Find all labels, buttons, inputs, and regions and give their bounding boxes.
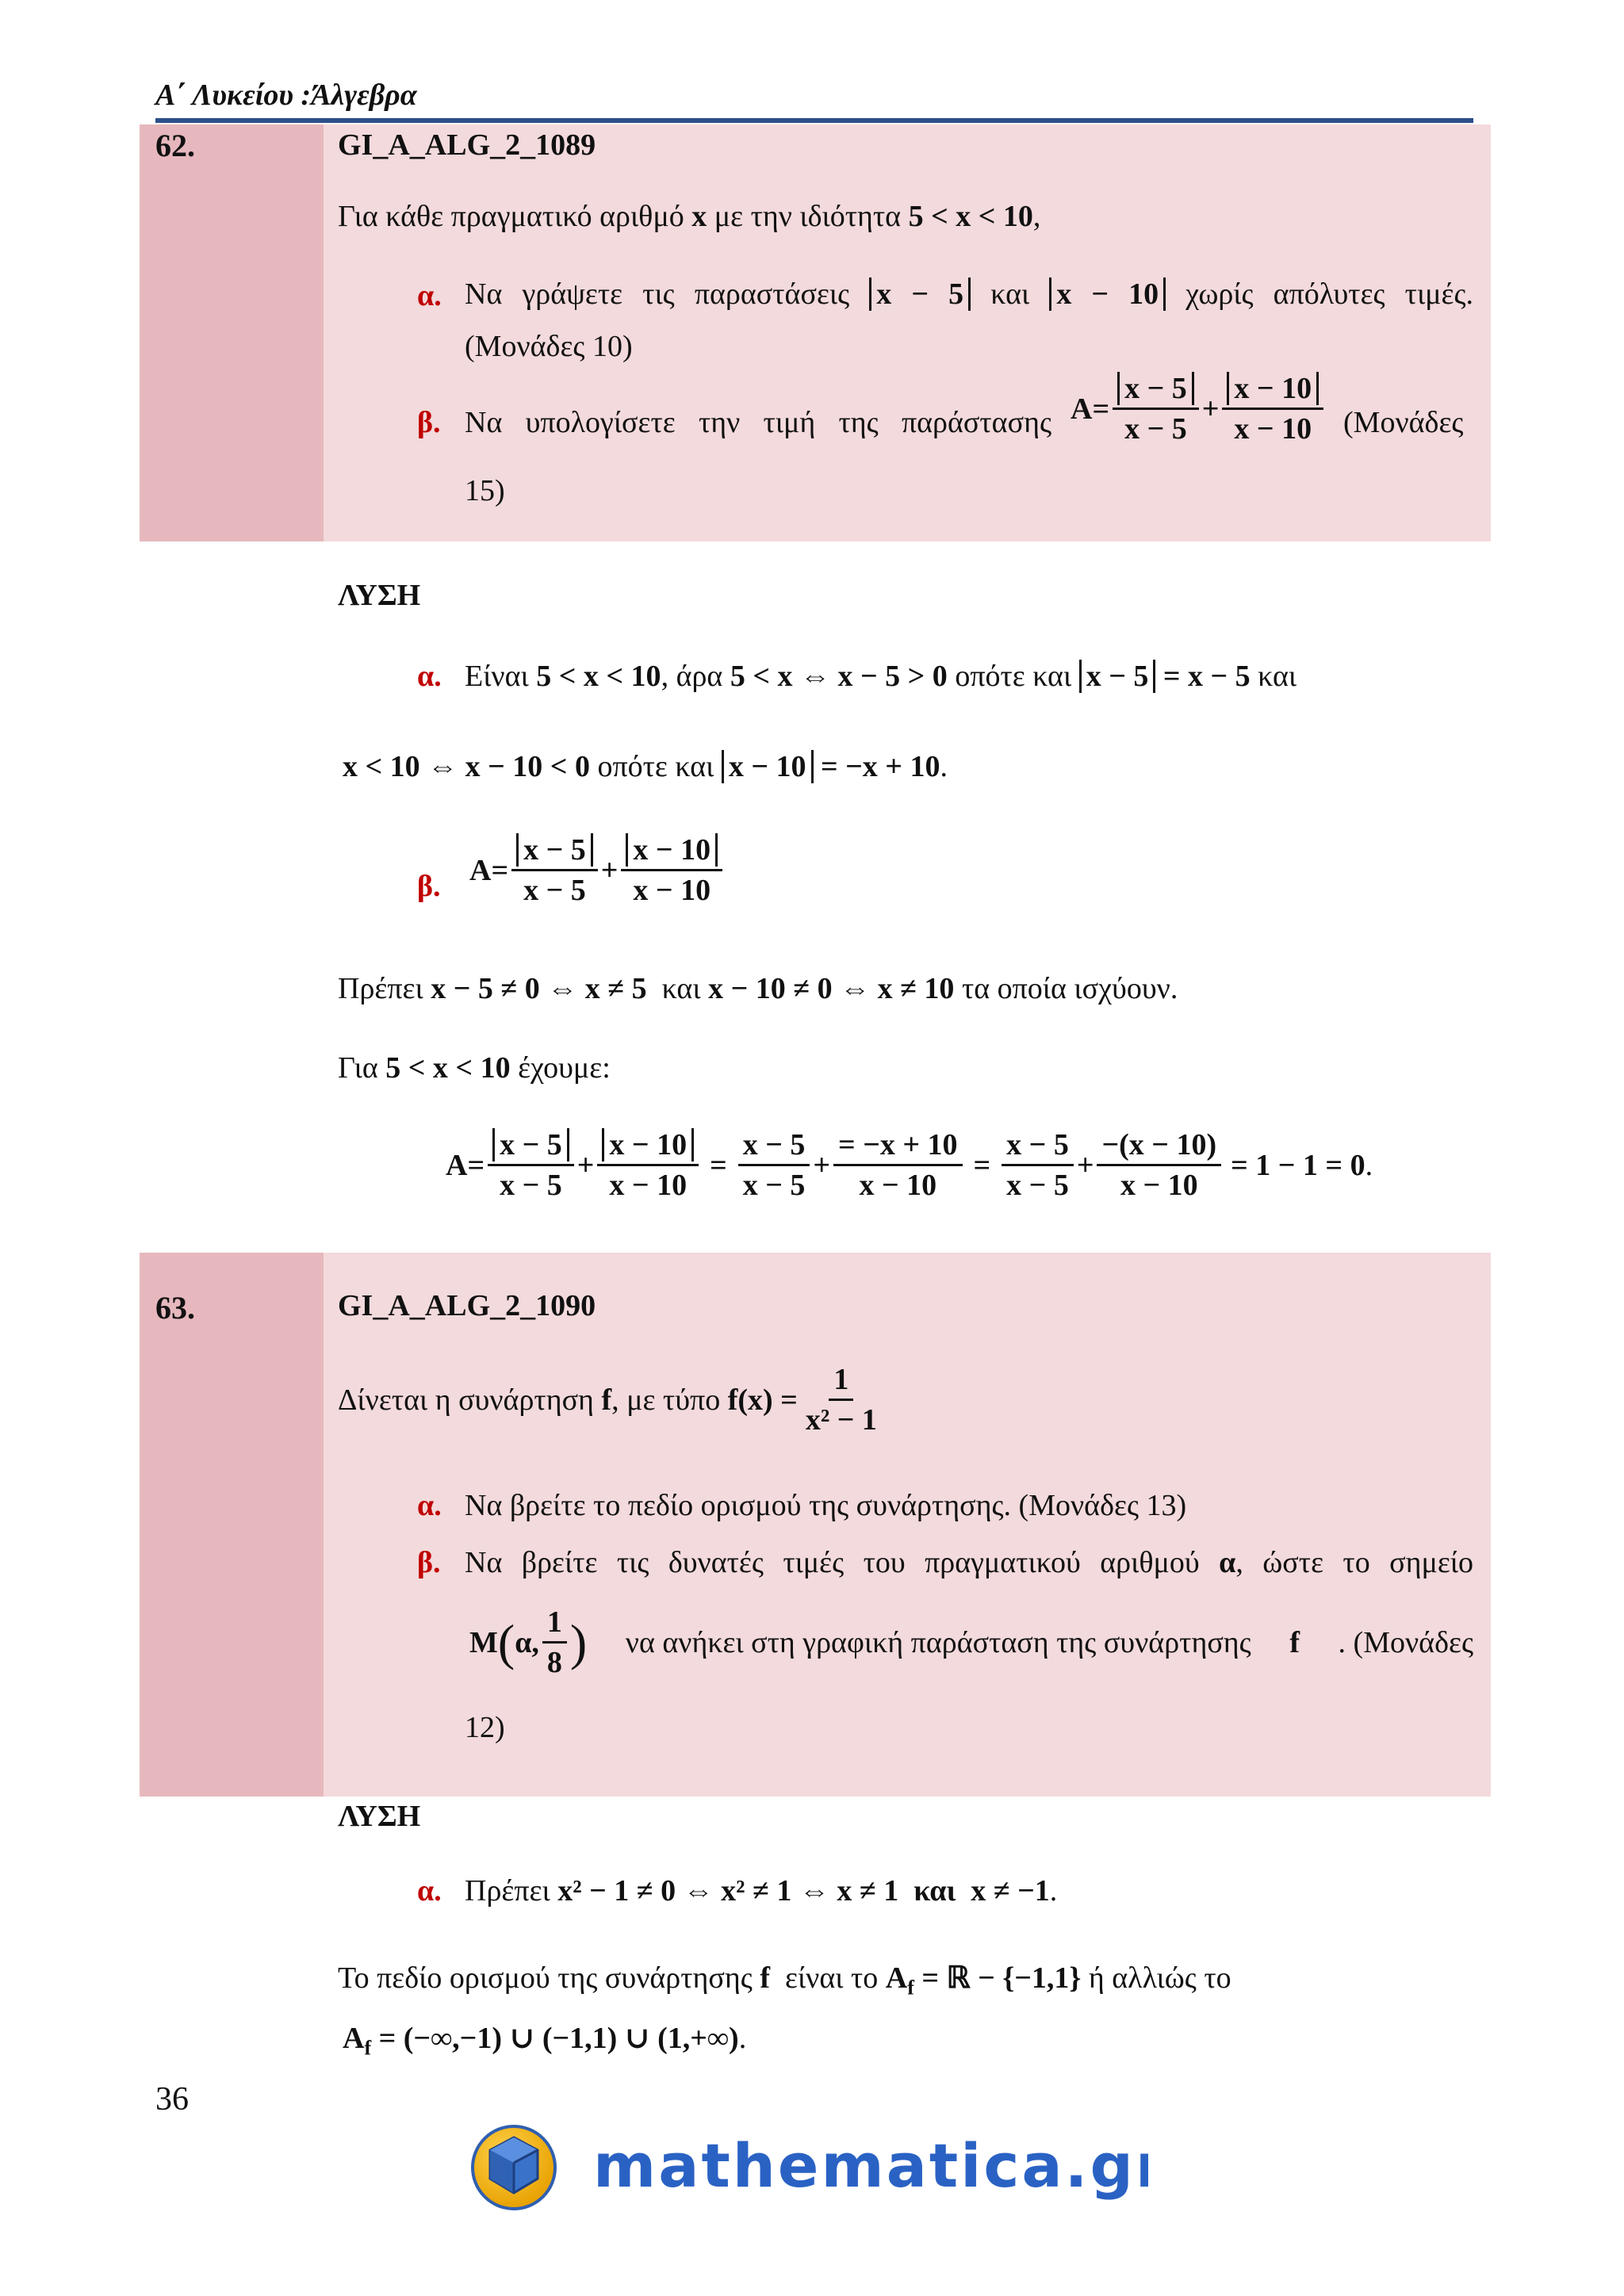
q62-calc-frac2-den: x − 10 (609, 1168, 688, 1202)
q63-sa-label: α. (417, 1874, 442, 1908)
q62-calc-frac1-den: x − 5 (500, 1168, 562, 1202)
q63-b-point-frac (542, 1606, 567, 1680)
q63-domain-line2 (343, 2020, 746, 2061)
q62-calculation (446, 1129, 1373, 1203)
q62-calc-frac4-den: x − 10 (859, 1168, 937, 1202)
q62-b-frac2-den: x − 10 (1234, 411, 1312, 446)
q63-dom2-end: . (738, 2022, 747, 2055)
q62-calc-plus1: + (576, 1148, 595, 1182)
polyhedron-icon (473, 2126, 555, 2209)
q62-for-cond: 5 < x < 10 (385, 1051, 511, 1085)
header-title: Α΄ Λυκείου :Άλγεβρα (155, 78, 417, 112)
q62-calc-plus2: + (813, 1148, 831, 1182)
q62-conditions (338, 970, 1178, 1008)
q62-sb-frac1-den: x − 5 (523, 873, 586, 907)
q63-b-text2: , ώστε το σημείο (1235, 1546, 1474, 1579)
q62-calc-frac6-num: x − 10 (1128, 1128, 1207, 1161)
q62-sa-line2-abs: x − 10 (722, 750, 814, 783)
q63-b-f: f (1289, 1625, 1300, 1659)
q62-for (338, 1050, 611, 1088)
q62-sb-expr (469, 834, 726, 908)
q63-intro-num: 1 (829, 1364, 853, 1401)
q62-sb-frac2 (621, 834, 722, 908)
q63-sa-1: Πρέπει (465, 1874, 550, 1908)
q62-sa-line2 (343, 748, 948, 786)
q63-dom2-A (343, 2022, 372, 2060)
q62-cond-eq2: x − 10 ≠ 0 ⇔ x ≠ 10 (708, 972, 955, 1005)
q62-b-frac1-den: x − 5 (1124, 411, 1187, 446)
q63-number: 63. (155, 1290, 195, 1326)
q62-intro-mid: με την ιδιότητα (714, 200, 902, 233)
q62-sa-2: , άρα (661, 660, 723, 693)
q63-sa-eq2: x ≠ −1 (971, 1874, 1050, 1908)
q62-cond-eq1: x − 5 ≠ 0 ⇔ x ≠ 5 (431, 972, 647, 1005)
q63-dom2-A-letter: A (343, 2022, 365, 2055)
q63-sa-eq: x² − 1 ≠ 0 ⇔ x² ≠ 1 ⇔ x ≠ 1 (557, 1874, 899, 1908)
q62-calc-frac6-den: x − 10 (1120, 1168, 1198, 1202)
q62-sa-4: και (1258, 660, 1297, 693)
q63-sa-line (465, 1873, 1057, 1911)
q63-dom-A-sub: f (907, 1976, 914, 1999)
q62-sa-cond: 5 < x < 10 (536, 660, 661, 693)
q62-intro (338, 198, 1040, 236)
q63-intro-f: f (601, 1383, 612, 1417)
q62-calc-frac3-num: x − 5 (738, 1129, 810, 1166)
q62-a-expr2: x − 10 (1049, 277, 1166, 311)
q62-a-text2: χωρίς απόλυτες τιμές. (1185, 277, 1474, 311)
q63-solution-label: ΛΥΣΗ (338, 1800, 421, 1833)
q62-a-marks: (Μονάδες 10) (465, 330, 633, 363)
q63-intro-frac (801, 1364, 882, 1437)
q63-b-label: β. (417, 1546, 441, 1579)
q63-intro-mid: , με τύπο (611, 1383, 721, 1417)
q63-b-line1 (465, 1544, 1473, 1582)
q62-intro-text: Για κάθε πραγματικό αριθμό (338, 200, 684, 233)
q63-b-alpha: α (1219, 1546, 1236, 1579)
q63-b-paren-close: ) (569, 1614, 588, 1671)
q63-b-M: M (469, 1625, 498, 1659)
q62-a-expr1: x − 5 (869, 277, 971, 311)
logo-text: mathematica.gr (593, 2130, 1148, 2201)
q62-b-frac2-num: x − 10 (1227, 372, 1319, 405)
q62-sb-frac2-den: x − 10 (633, 873, 711, 907)
q62-sb-label: β. (417, 870, 441, 903)
q62-sa-line2-end: . (940, 750, 948, 783)
q62-sb-frac2-num: x − 10 (626, 833, 718, 867)
q62-sa-line2-res: = −x + 10 (821, 750, 940, 783)
q62-b-marks2: 15) (465, 474, 505, 507)
q62-sa-line2-eq: x < 10 ⇔ x − 10 < 0 (343, 750, 590, 783)
q62-b-frac1-num: x − 5 (1117, 372, 1194, 405)
q62-calc-frac6: $\frac{-(x - 10)}{x - 10}$ (1097, 1129, 1221, 1203)
q63-b-point-den: 8 (546, 1645, 562, 1679)
q62-for-end: έχουμε: (518, 1051, 611, 1085)
q63-dom2-A-sub: f (364, 2036, 372, 2060)
q62-intro-var: x (691, 200, 707, 233)
q62-sa-line1 (465, 658, 1297, 696)
q62-calc-frac4-num: = −x + 10 (833, 1129, 962, 1166)
q63-b-text: Να βρείτε τις δυνατές τιμές του πραγματικού αριθμού (465, 1546, 1200, 1579)
q62-a-text: Να γράψετε τις παραστάσεις (465, 277, 850, 311)
q62-calc-frac1-num: x − 5 (492, 1128, 569, 1161)
q63-b-text3: να ανήκει στη γραφική παράσταση της συνάρτησης (625, 1625, 1251, 1659)
q63-a-label: α. (417, 1489, 442, 1522)
q63-b-paren-open: ( (497, 1614, 515, 1671)
page-number: 36 (155, 2081, 189, 2118)
q62-b-plus: + (1201, 392, 1220, 426)
q62-calc-end: . (1365, 1148, 1373, 1182)
q62-b-text: Να υπολογίσετε την τιμή της παράστασης (465, 406, 1051, 439)
q63-dom-set: = ℝ − {−1,1} (921, 1961, 1082, 1995)
q62-cond-and: και (661, 972, 701, 1005)
q63-code: GI_A_ALG_2_1090 (338, 1289, 596, 1322)
q62-calc-frac3 (738, 1129, 810, 1203)
q62-b-frac1 (1113, 373, 1199, 446)
q62-intro-cond: 5 < x < 10 (908, 200, 1033, 233)
q62-calc-frac4 (833, 1129, 962, 1203)
q63-b-point (469, 1606, 587, 1680)
q62-a-line (465, 276, 1473, 314)
q62-sb-frac1-num: x − 5 (516, 833, 593, 867)
q62-b-label: β. (417, 406, 441, 439)
q63-intro (338, 1364, 885, 1437)
q62-sb-frac1 (511, 834, 598, 908)
q62-calc-A: A= (446, 1148, 485, 1182)
q62-code: GI_A_ALG_2_1089 (338, 128, 596, 162)
q62-sa-eq2b: = x − 5 (1162, 660, 1251, 693)
q63-intro-text: Δίνεται η συνάρτηση (338, 1383, 594, 1417)
q62-b-A: A= (1071, 392, 1110, 426)
q62-calc-frac5-num: x − 5 (1002, 1129, 1074, 1166)
q62-sa-line2-txt: οπότε και (597, 750, 714, 783)
q62-calc-frac2 (597, 1129, 699, 1203)
q63-intro-fx: f(x) = (727, 1383, 798, 1417)
q63-b-text4: . (Μονάδες (1338, 1625, 1473, 1659)
q63-number-band (140, 1253, 324, 1797)
logo-svg (466, 2123, 1148, 2210)
q63-a-text: Να βρείτε το πεδίο ορισμού της συνάρτησης. (Μονάδες 13) (465, 1489, 1187, 1522)
q62-b-expr (1071, 373, 1327, 446)
q62-sa-label: α. (417, 660, 442, 693)
q62-b-marks1: (Μονάδες (1343, 406, 1464, 439)
q63-domain-line1 (338, 1960, 1231, 2001)
q62-sa-1: Είναι (465, 660, 529, 693)
q62-calc-eq1: = (710, 1148, 727, 1182)
q63-dom-1: Το πεδίο ορισμού της συνάρτησης (338, 1961, 753, 1995)
q62-calc-frac3-den: x − 5 (742, 1168, 806, 1202)
q62-a-and: και (990, 277, 1030, 311)
q63-b-point-num: 1 (542, 1606, 567, 1644)
q63-b-marks2: 12) (465, 1711, 505, 1744)
q63-dom-A (885, 1961, 914, 1999)
q62-number: 62. (155, 128, 195, 163)
q63-b-line2 (469, 1606, 1473, 1680)
q62-number-band (140, 124, 324, 541)
q62-calc-frac1 (488, 1129, 574, 1203)
q63-b-point-a: α, (515, 1625, 539, 1659)
q63-dom-f: f (760, 1961, 770, 1995)
q62-cond-1: Πρέπει (338, 972, 423, 1005)
q62-b-frac2 (1222, 373, 1323, 446)
q62-solution-label: ΛΥΣΗ (338, 579, 421, 612)
q62-sa-eq1: 5 < x ⇔ x − 5 > 0 (730, 660, 948, 693)
q62-calc-frac5-den: x − 5 (1006, 1168, 1069, 1202)
q62-sa-3: οπότε και (955, 660, 1072, 693)
q62-calc-plus3: + (1076, 1148, 1094, 1182)
q62-calc-frac5 (1002, 1129, 1074, 1203)
q62-cond-end: τα οποία ισχύουν. (961, 972, 1178, 1005)
q62-calc-eq2: = (973, 1148, 991, 1182)
q62-calc-result: = 1 − 1 = 0 (1231, 1148, 1365, 1182)
q63-sa-kai: και (914, 1874, 956, 1908)
q62-calc-frac2-num: x − 10 (602, 1128, 694, 1161)
q63-intro-den: x² − 1 (805, 1402, 877, 1437)
q63-sa-end: . (1049, 1874, 1058, 1908)
header-rule (155, 118, 1473, 123)
q63-dom2-set: = (−∞,−1) ∪ (−1,1) ∪ (1,+∞) (378, 2022, 739, 2055)
q63-dom-2: είναι το (784, 1961, 879, 1995)
q62-sa-eq2a: x − 5 (1079, 660, 1156, 693)
mathematica-logo (466, 2123, 1148, 2210)
q62-sb-plus: + (600, 853, 619, 887)
q62-sb-A: A= (469, 853, 509, 887)
q62-a-label: α. (417, 279, 442, 312)
q62-for-1: Για (338, 1051, 378, 1085)
q63-dom-A-letter: A (885, 1961, 908, 1995)
q63-dom-3: ή αλλιώς το (1088, 1961, 1231, 1995)
q62-intro-end: , (1032, 200, 1041, 233)
